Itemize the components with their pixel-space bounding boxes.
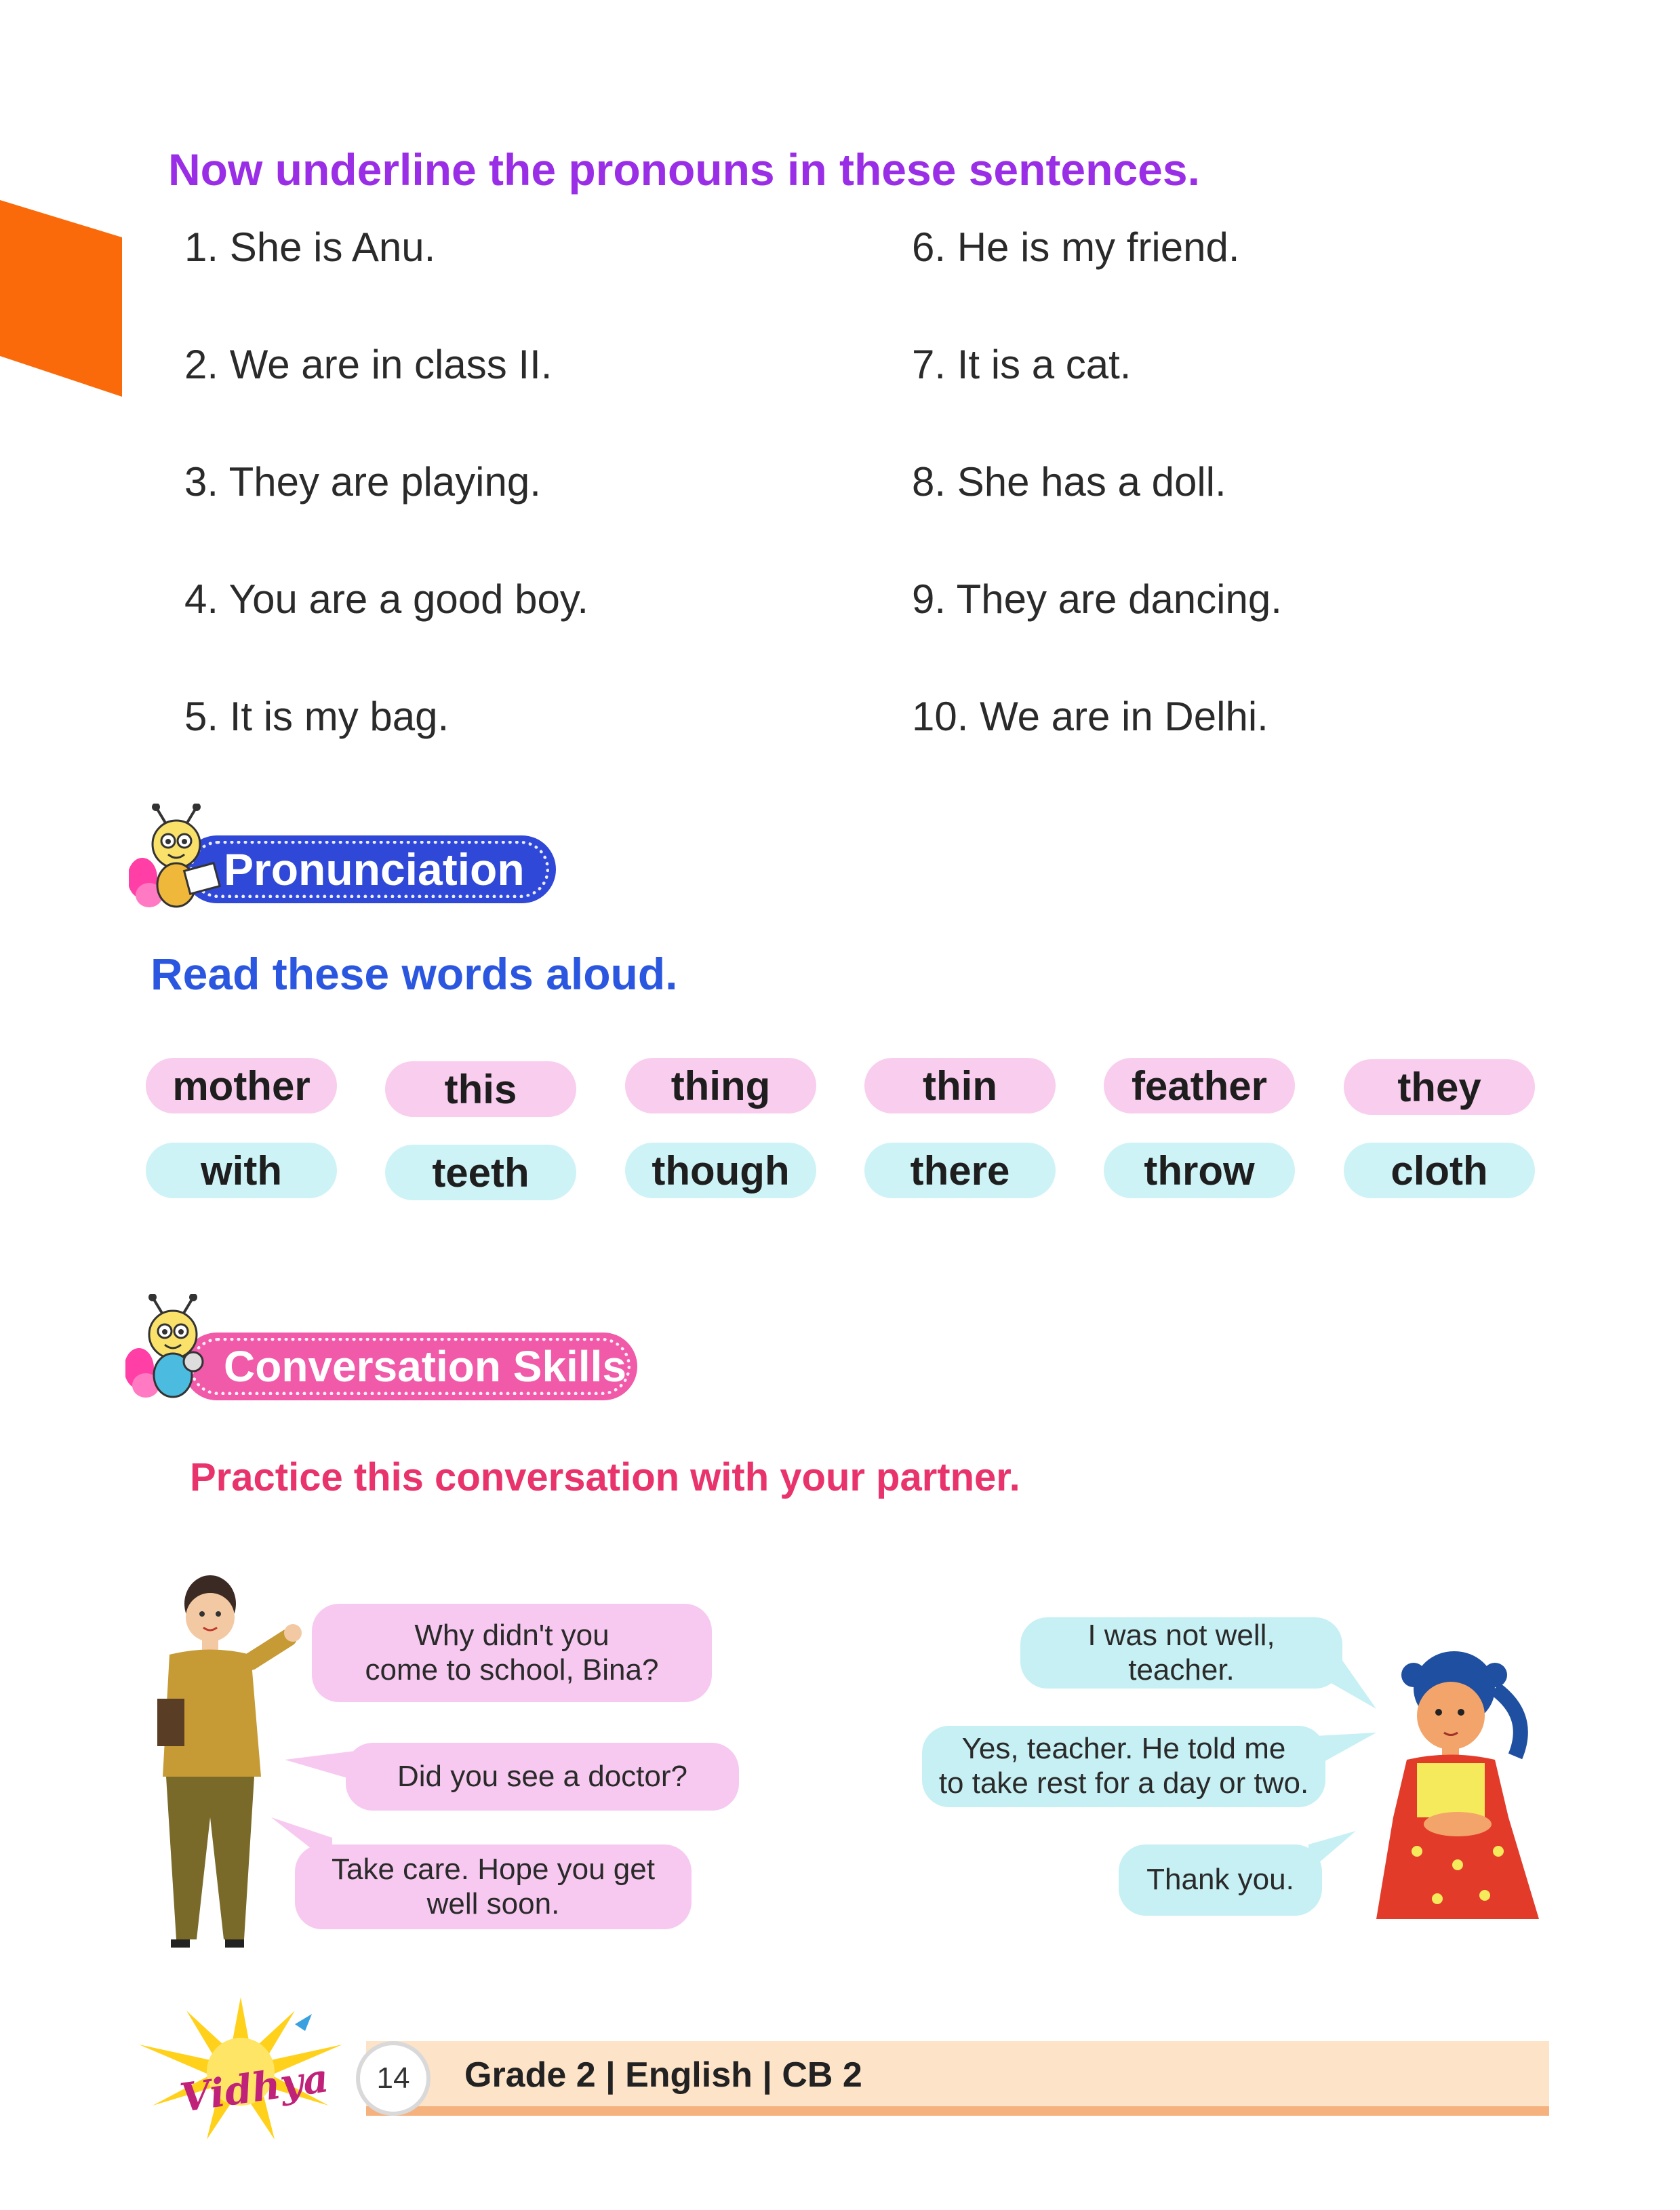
- word-pill-this: this: [385, 1061, 576, 1117]
- word-pill-feather: feather: [1104, 1058, 1295, 1113]
- sentence-3: 3. They are playing.: [184, 459, 541, 505]
- teacher-bubble-1-line2: come to school, Bina?: [365, 1653, 659, 1686]
- student-bubble-3-text: Thank you.: [1146, 1863, 1294, 1897]
- word-pill-they: they: [1344, 1059, 1535, 1115]
- vidhya-logo-text: Vidhya: [177, 2055, 332, 2121]
- sentence-6: 6. He is my friend.: [912, 224, 1240, 270]
- word-pill-thin: thin: [864, 1058, 1056, 1113]
- teacher-bubble-2-text: Did you see a doctor?: [397, 1759, 688, 1793]
- conversation-banner: [183, 1333, 637, 1400]
- exercise-heading: Now underline the pronouns in these sentences.: [168, 144, 1200, 195]
- pronunciation-instruction: Read these words aloud.: [151, 949, 678, 999]
- teacher-bubble-2: [346, 1743, 739, 1811]
- bubble-tail: [1308, 1831, 1356, 1872]
- teacher-bubble-3-line1: Take care. Hope you get: [332, 1852, 655, 1886]
- teacher-bubble-3: [295, 1844, 692, 1929]
- teacher-bubble-1: [312, 1604, 712, 1702]
- sentence-10: 10. We are in Delhi.: [912, 694, 1268, 739]
- orange-corner-tab: [0, 200, 122, 397]
- conversation-banner-label: Conversation Skills: [224, 1342, 626, 1391]
- pronunciation-banner-label: Pronunciation: [224, 844, 525, 894]
- sentence-1: 1. She is Anu.: [184, 224, 436, 270]
- sentence-5: 5. It is my bag.: [184, 694, 449, 739]
- sentence-4: 4. You are a good boy.: [184, 576, 589, 622]
- word-pill-teeth: teeth: [385, 1145, 576, 1200]
- bubble-tail: [1315, 1733, 1376, 1767]
- footer-grade-subject: Grade 2 | English | CB 2: [464, 2055, 862, 2095]
- bee-mascot-icon: [125, 1294, 220, 1409]
- page-number: [356, 2041, 431, 2116]
- word-pill-there: there: [864, 1143, 1056, 1198]
- student-bubble-2: [922, 1726, 1325, 1807]
- sentence-2: 2. We are in class II.: [184, 342, 553, 387]
- student-girl-illustration: [1376, 1648, 1553, 1933]
- word-pill-cloth: cloth: [1344, 1143, 1535, 1198]
- sentence-9: 9. They are dancing.: [912, 576, 1282, 622]
- student-bubble-1-line1: I was not well,: [1087, 1618, 1275, 1652]
- sentence-7: 7. It is a cat.: [912, 342, 1132, 387]
- word-pill-thing: thing: [625, 1058, 816, 1113]
- pronunciation-banner: [183, 835, 556, 903]
- student-bubble-2-line2: to take rest for a day or two.: [938, 1767, 1309, 1800]
- word-pill-mother: mother: [146, 1058, 337, 1113]
- word-pill-with: with: [146, 1143, 337, 1198]
- student-bubble-2-line1: Yes, teacher. He told me: [961, 1732, 1286, 1766]
- bubble-tail: [1329, 1641, 1376, 1709]
- student-bubble-1: [1020, 1617, 1342, 1689]
- sentence-8: 8. She has a doll.: [912, 459, 1226, 505]
- conversation-instruction: Practice this conversation with your partner.: [190, 1455, 1020, 1499]
- bee-mascot-icon: [129, 804, 224, 919]
- word-pill-throw: throw: [1104, 1143, 1295, 1198]
- word-pill-though: though: [625, 1143, 816, 1198]
- student-bubble-3: [1119, 1844, 1322, 1916]
- page-number-text: 14: [376, 2061, 410, 2095]
- student-bubble-1-line2: teacher.: [1128, 1653, 1235, 1686]
- teacher-bubble-1-line1: Why didn't you: [414, 1618, 609, 1652]
- teacher-bubble-3-line2: well soon.: [426, 1887, 560, 1920]
